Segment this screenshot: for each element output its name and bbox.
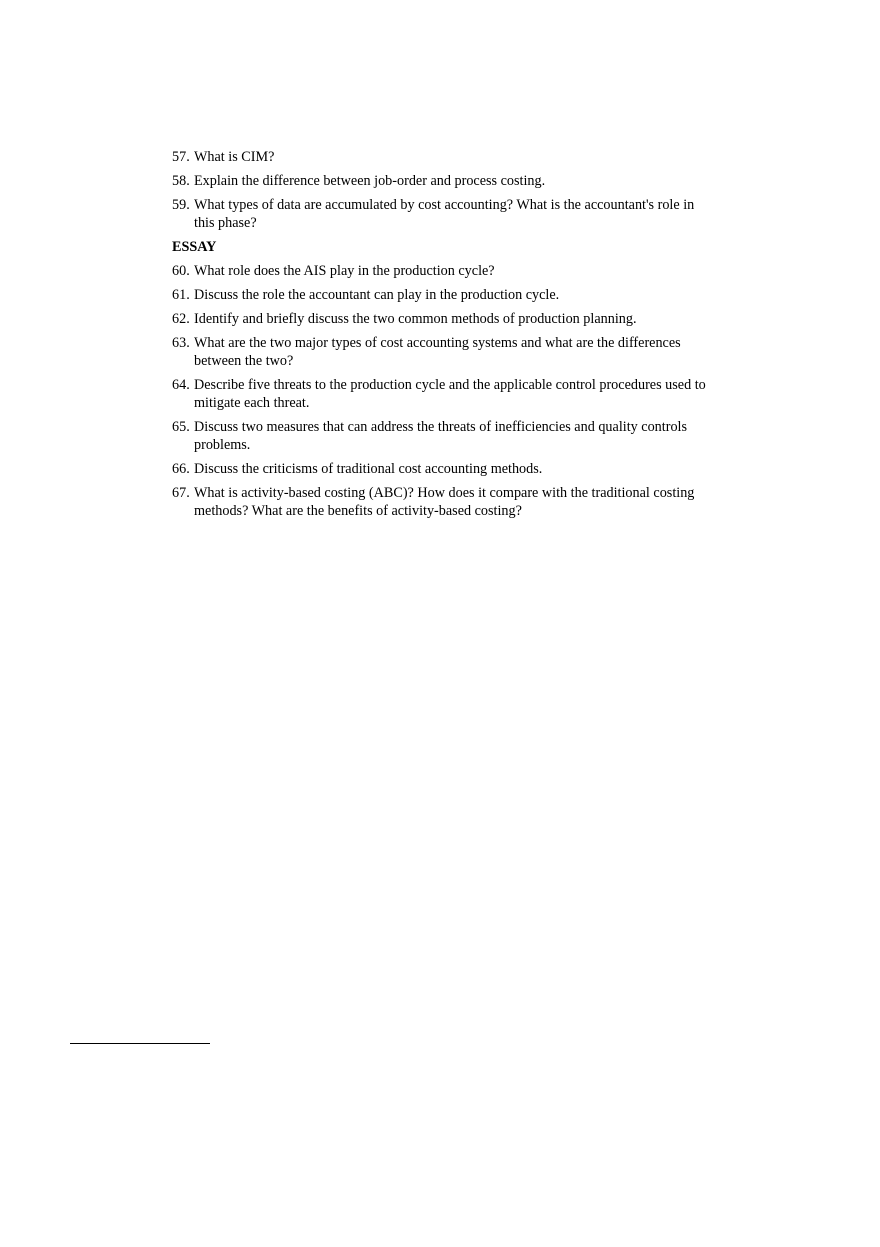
question-number: 62.	[172, 311, 190, 327]
question-text: What are the two major types of cost accounting systems and what are the differences between the two?	[194, 335, 681, 369]
question-text: What is activity-based costing (ABC)? How does it compare with the traditional costing methods? What are the benefits of activity-based costing?	[194, 485, 695, 519]
question-item	[172, 196, 717, 232]
question-number: 61.	[172, 287, 190, 303]
question-number: 60.	[172, 263, 190, 279]
question-text: What types of data are accumulated by cost accounting? What is the accountant's role in this phase?	[194, 197, 695, 231]
question-item	[172, 286, 717, 304]
question-text: Describe five threats to the production cycle and the applicable control procedures used to mitigate each threat.	[194, 377, 706, 411]
question-text: What is CIM?	[194, 149, 275, 165]
question-item	[172, 460, 717, 478]
question-item	[172, 334, 717, 370]
question-number: 65.	[172, 419, 190, 435]
question-text: Discuss the criticisms of traditional cost accounting methods.	[194, 461, 543, 477]
question-text: Discuss two measures that can address the threats of inefficiencies and quality controls problems.	[194, 419, 688, 453]
question-text: Discuss the role the accountant can play in the production cycle.	[194, 287, 560, 303]
question-item	[172, 262, 717, 280]
question-text: What role does the AIS play in the production cycle?	[194, 263, 495, 279]
question-text: Identify and briefly discuss the two common methods of production planning.	[194, 311, 637, 327]
question-item	[172, 310, 717, 328]
question-text: Explain the difference between job-order and process costing.	[194, 173, 546, 189]
question-number: 59.	[172, 197, 190, 213]
question-item	[172, 376, 717, 412]
question-item	[172, 172, 717, 190]
question-item	[172, 148, 717, 166]
question-number: 57.	[172, 149, 190, 165]
question-list	[172, 148, 717, 526]
question-number: 58.	[172, 173, 190, 189]
question-number: 63.	[172, 335, 190, 351]
footnote-divider	[70, 1043, 210, 1044]
question-number: 66.	[172, 461, 190, 477]
essay-heading: ESSAY	[172, 239, 217, 255]
question-item	[172, 418, 717, 454]
question-number: 67.	[172, 485, 190, 501]
question-number: 64.	[172, 377, 190, 393]
question-item	[172, 484, 717, 520]
